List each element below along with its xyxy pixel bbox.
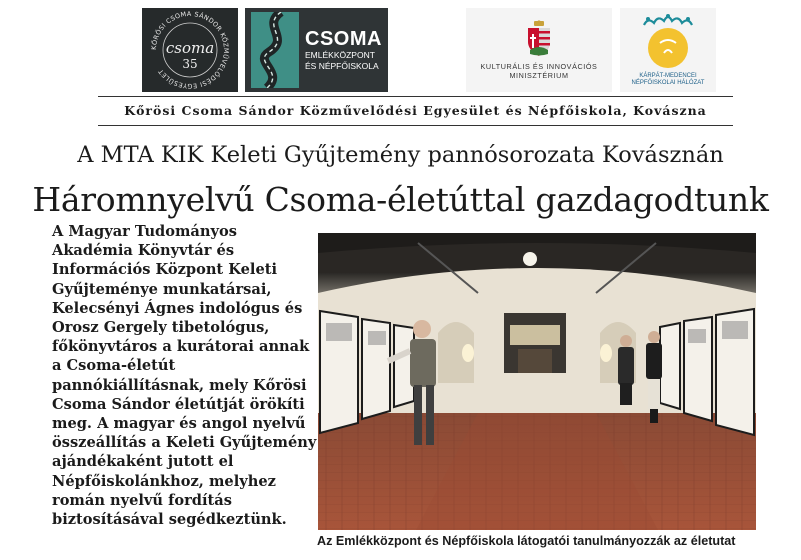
ministry-line1: KULTURÁLIS ÉS INNOVÁCIÓS (480, 62, 598, 71)
bottom-divider (98, 125, 733, 126)
article-headline: Háromnyelvű Csoma-életúttal gazdagodtunk (32, 180, 769, 219)
organization-name: Kőrösi Csoma Sándor Közművelődési Egyesület és Népfőiskola, Kovászna (124, 103, 707, 118)
photo-caption: Az Emlékközpont és Népfőiskola látogatói tanulmányozzák az életutat (317, 534, 736, 548)
road-mark-icon (251, 12, 299, 88)
csoma35-logo (142, 8, 238, 92)
body-line: Népfőiskolánkhoz, melyhez (52, 472, 276, 490)
karpat-line1: KÁRPÁT-MEDENCEI (639, 73, 697, 79)
body-line: Akadémia Könyvtár és (52, 242, 235, 260)
csoma35-name: csoma (165, 39, 215, 57)
emlek-line2: ÉS NÉPFŐISKOLA (305, 61, 379, 71)
ministry-logo (466, 8, 612, 92)
body-line: a Csoma-életút (52, 357, 176, 375)
body-line: biztosításával segédkeztünk. (52, 511, 287, 529)
csoma35-emblem (145, 10, 235, 90)
exhibition-photo (318, 233, 756, 530)
ministry-line2: MINISZTÉRIUM (509, 71, 569, 80)
coat-of-arms-icon (526, 20, 552, 58)
body-line: A Magyar Tudományos (52, 223, 237, 240)
body-line: Csoma Sándor életútját örökíti (52, 395, 305, 413)
emlek-line1: EMLÉKKÖZPONT (305, 50, 375, 60)
top-divider (98, 96, 733, 97)
body-line: meg. A magyar és angol nyelvű (52, 415, 306, 433)
body-line: ajándékaként jutott el (52, 453, 234, 471)
karpat-line2: NÉPFŐISKOLAI HÁLÓZAT (631, 80, 705, 86)
body-line: összeállítás a Keleti Gyűjtemény (52, 434, 317, 452)
emlek-title: CSOMA (305, 28, 382, 50)
article-body (52, 222, 320, 529)
body-line: Orosz Gergely tibetológus, (52, 319, 270, 337)
karpat-logo (620, 8, 716, 92)
body-line: Információs Központ Keleti (52, 261, 278, 279)
article-kicker: A MTA KIK Keleti Gyűjtemény pannósorozata Kovásznán (77, 142, 724, 168)
body-line: főkönyvtáros a kurátorai annak (52, 338, 310, 356)
exhibition-hall-illustration (318, 233, 756, 530)
body-line: román nyelvű fordítás (52, 491, 232, 509)
body-line: Kelecsényi Ágnes indológus és (52, 299, 303, 317)
body-line: pannókiállításnak, mely Kőrösi (52, 376, 307, 394)
emlekkozpont-logo (245, 8, 388, 92)
karpat-emblem (638, 13, 698, 71)
csoma35-ring-text: KŐRÖSI CSOMA SÁNDOR KÖZMŰVELŐDÉSI EGYESÜLET (149, 10, 231, 90)
body-line: Gyűjteménye munkatársai, (52, 280, 272, 298)
csoma35-number: 35 (182, 57, 198, 71)
